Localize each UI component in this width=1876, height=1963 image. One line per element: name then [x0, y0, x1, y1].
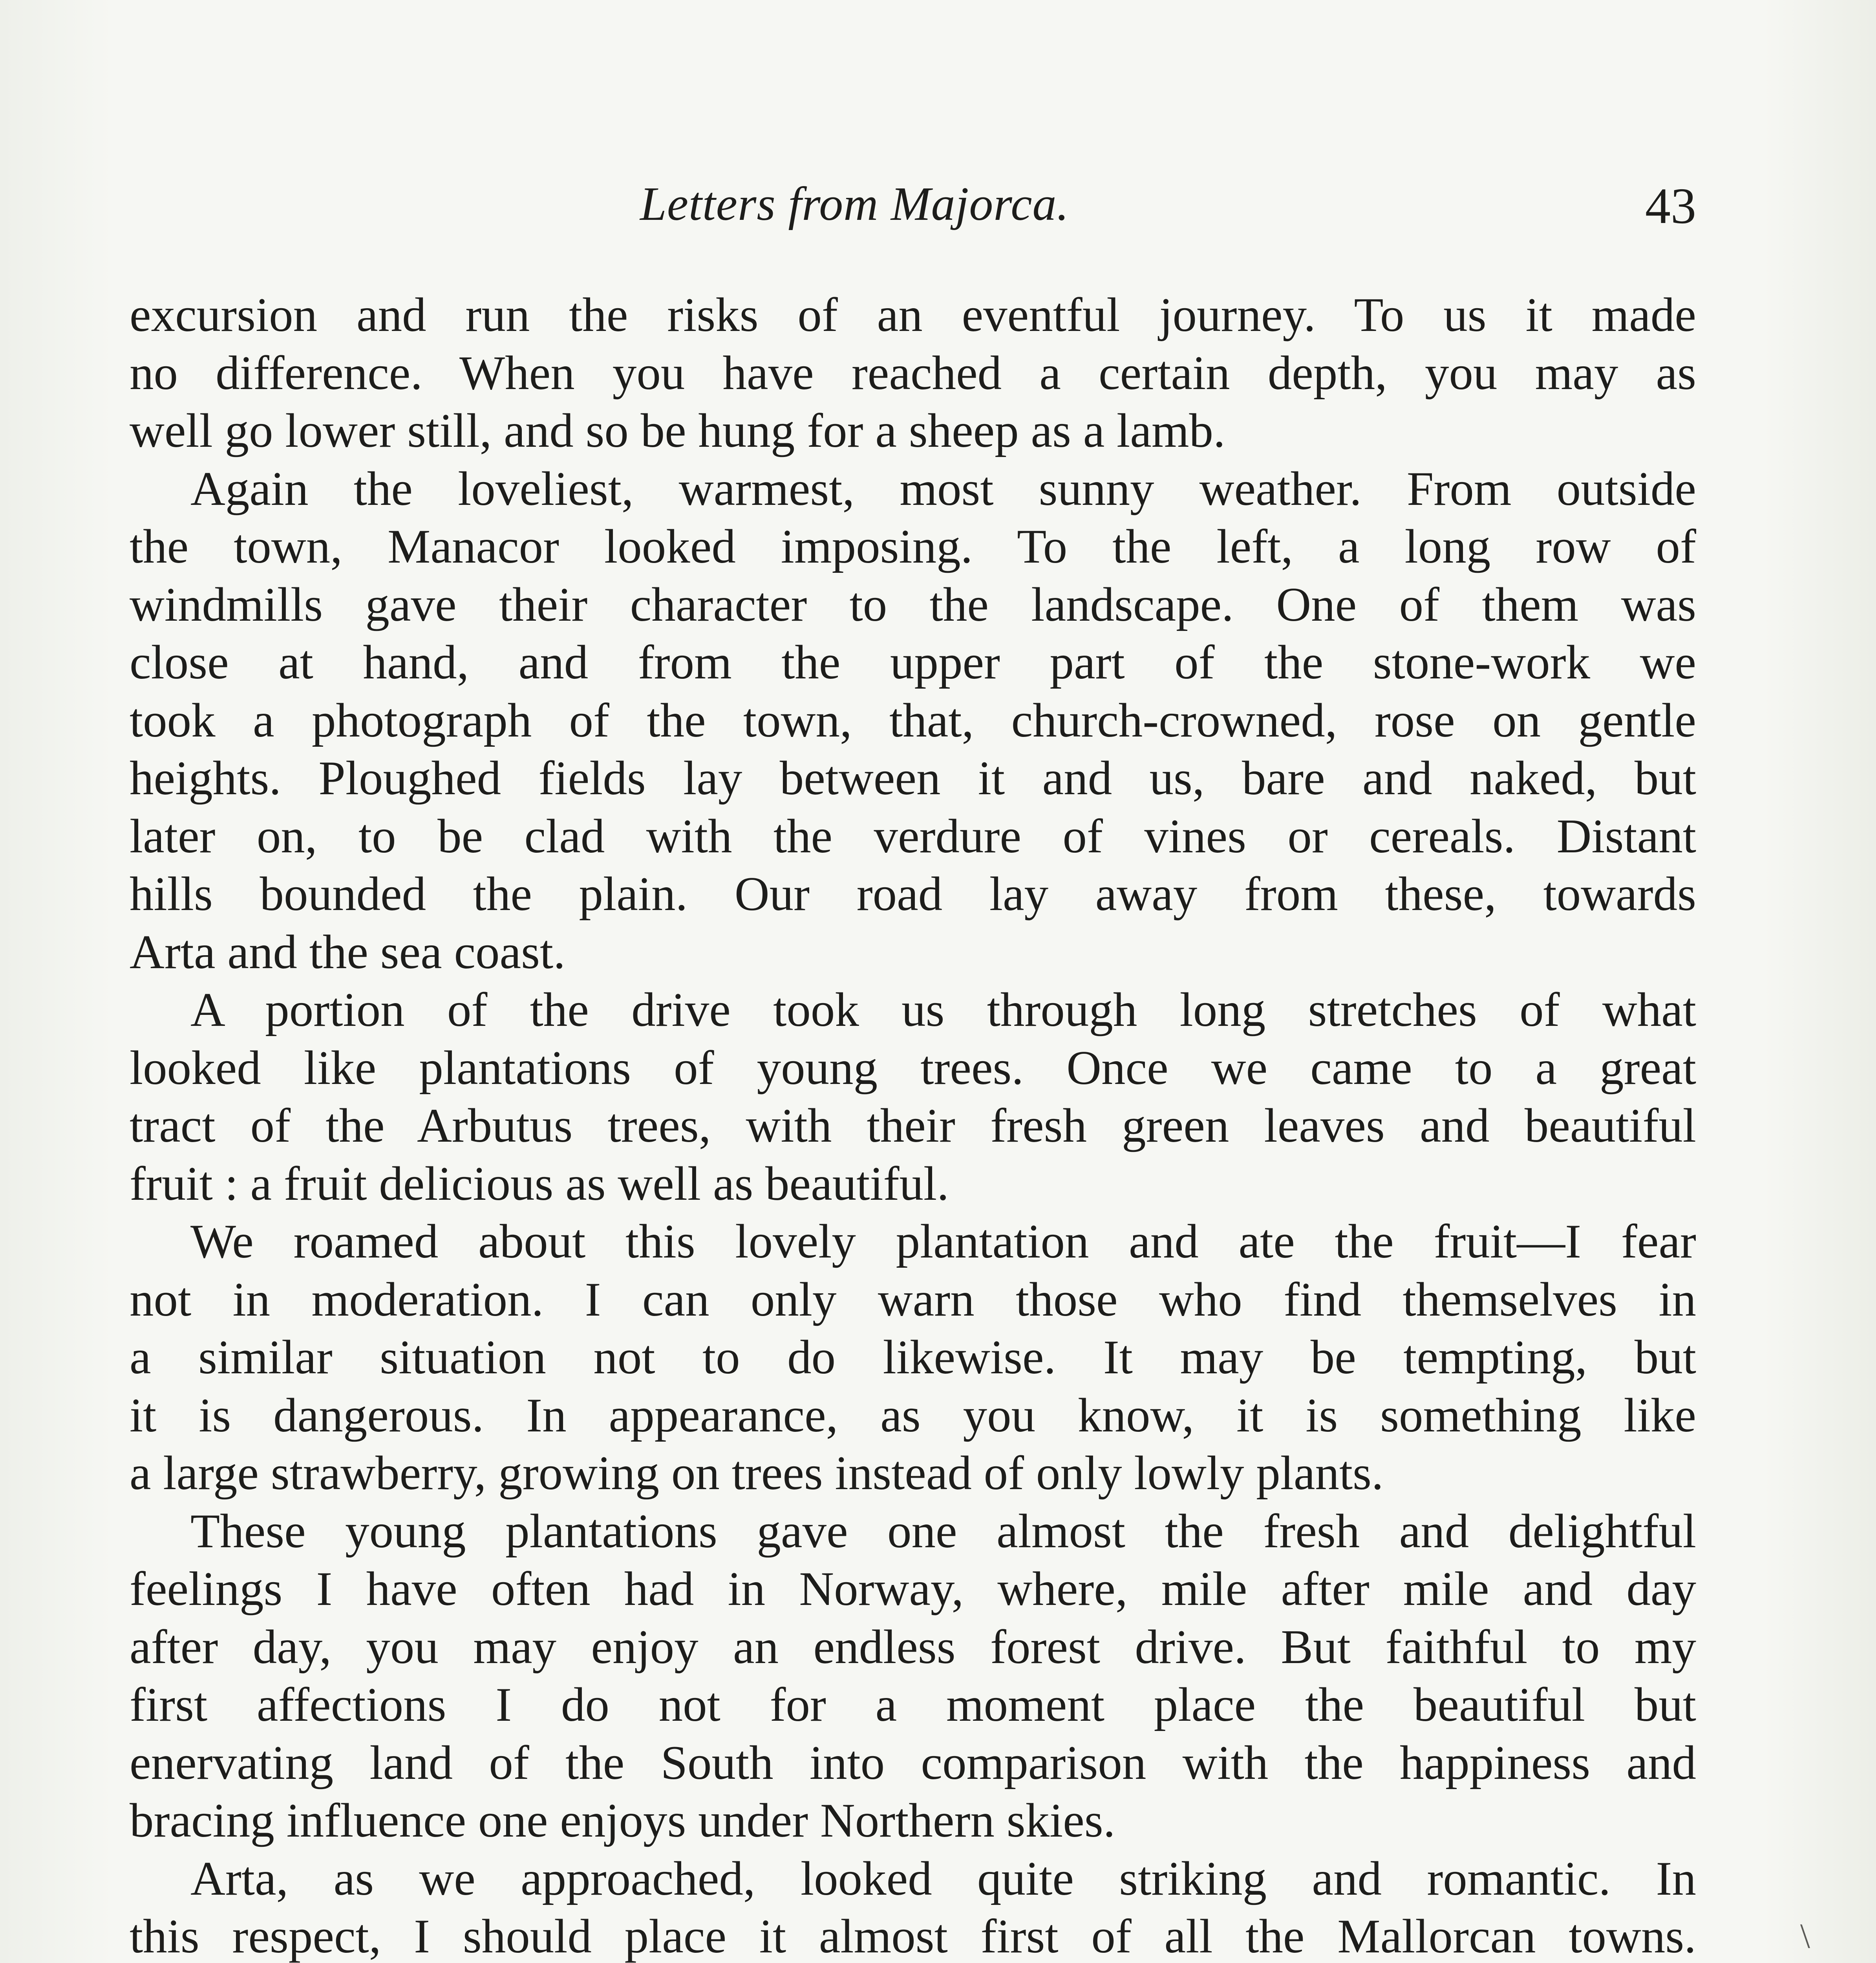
text-line: Arta, as we approached, looked quite striking and romantic. In: [190, 1851, 1696, 1905]
text-line: later on, to be clad with the verdure of vines or cereals. Distant: [130, 809, 1696, 863]
text-line: first affections I do not for a moment place the beautiful but: [130, 1678, 1696, 1731]
text-line: feelings I have often had in Norway, where, mile after mile and day: [130, 1562, 1696, 1616]
text-line: well go lower still, and so be hung for a sheep as a lamb.: [130, 404, 1225, 457]
text-line: excursion and run the risks of an eventful journey. To us it made: [130, 288, 1696, 342]
text-line: after day, you may enjoy an endless forest drive. But faithful to my: [130, 1619, 1696, 1674]
text-line: Again the loveliest, warmest, most sunny weather. From outside: [190, 461, 1696, 515]
text-line: We roamed about this lovely plantation and ate the fruit—I fear: [190, 1214, 1696, 1268]
text-line: this respect, I should place it almost first of all the Mallorcan towns.: [130, 1909, 1696, 1963]
text-line: close at hand, and from the upper part of the stone-work we: [130, 635, 1696, 689]
body-text: [130, 286, 1696, 1963]
text-line: hills bounded the plain. Our road lay away from these, towards: [130, 867, 1696, 921]
page-header: [130, 169, 1696, 247]
text-line: tract of the Arbutus trees, with their fresh green leaves and beautiful: [130, 1098, 1696, 1152]
text-line: a large strawberry, growing on trees instead of only lowly plants.: [130, 1446, 1384, 1500]
text-line: heights. Ploughed fields lay between it and us, bare and naked, but: [130, 751, 1696, 805]
text-line: These young plantations gave one almost the fresh and delightful: [190, 1504, 1696, 1558]
running-title: Letters from Majorca.: [640, 177, 1069, 230]
text-line: it is dangerous. In appearance, as you know, it is something like: [130, 1388, 1696, 1442]
text-line: Arta and the sea coast.: [130, 925, 565, 979]
text-line: the town, Manacor looked imposing. To the left, a long row of: [130, 519, 1696, 573]
text-line: enervating land of the South into comparison with the happiness and: [130, 1735, 1696, 1789]
page-number: 43: [1645, 178, 1696, 234]
text-line: windmills gave their character to the landscape. One of them was: [130, 577, 1696, 631]
text-line: a similar situation not to do likewise. It may be tempting, but: [130, 1330, 1696, 1384]
text-line: bracing influence one enjoys under Northern skies.: [130, 1793, 1115, 1847]
text-line: A portion of the drive took us through long stretches of what: [190, 983, 1696, 1036]
text-line: took a photograph of the town, that, church-crowned, rose on gentle: [130, 693, 1696, 747]
text-line: no difference. When you have reached a certain depth, you may as: [130, 345, 1696, 400]
text-line: fruit : a fruit delicious as well as beautiful.: [130, 1156, 949, 1210]
text-line: looked like plantations of young trees. Once we came to a great: [130, 1040, 1696, 1095]
margin-mark: \: [1800, 1917, 1810, 1956]
text-line: not in moderation. I can only warn those who find themselves in: [130, 1272, 1696, 1326]
